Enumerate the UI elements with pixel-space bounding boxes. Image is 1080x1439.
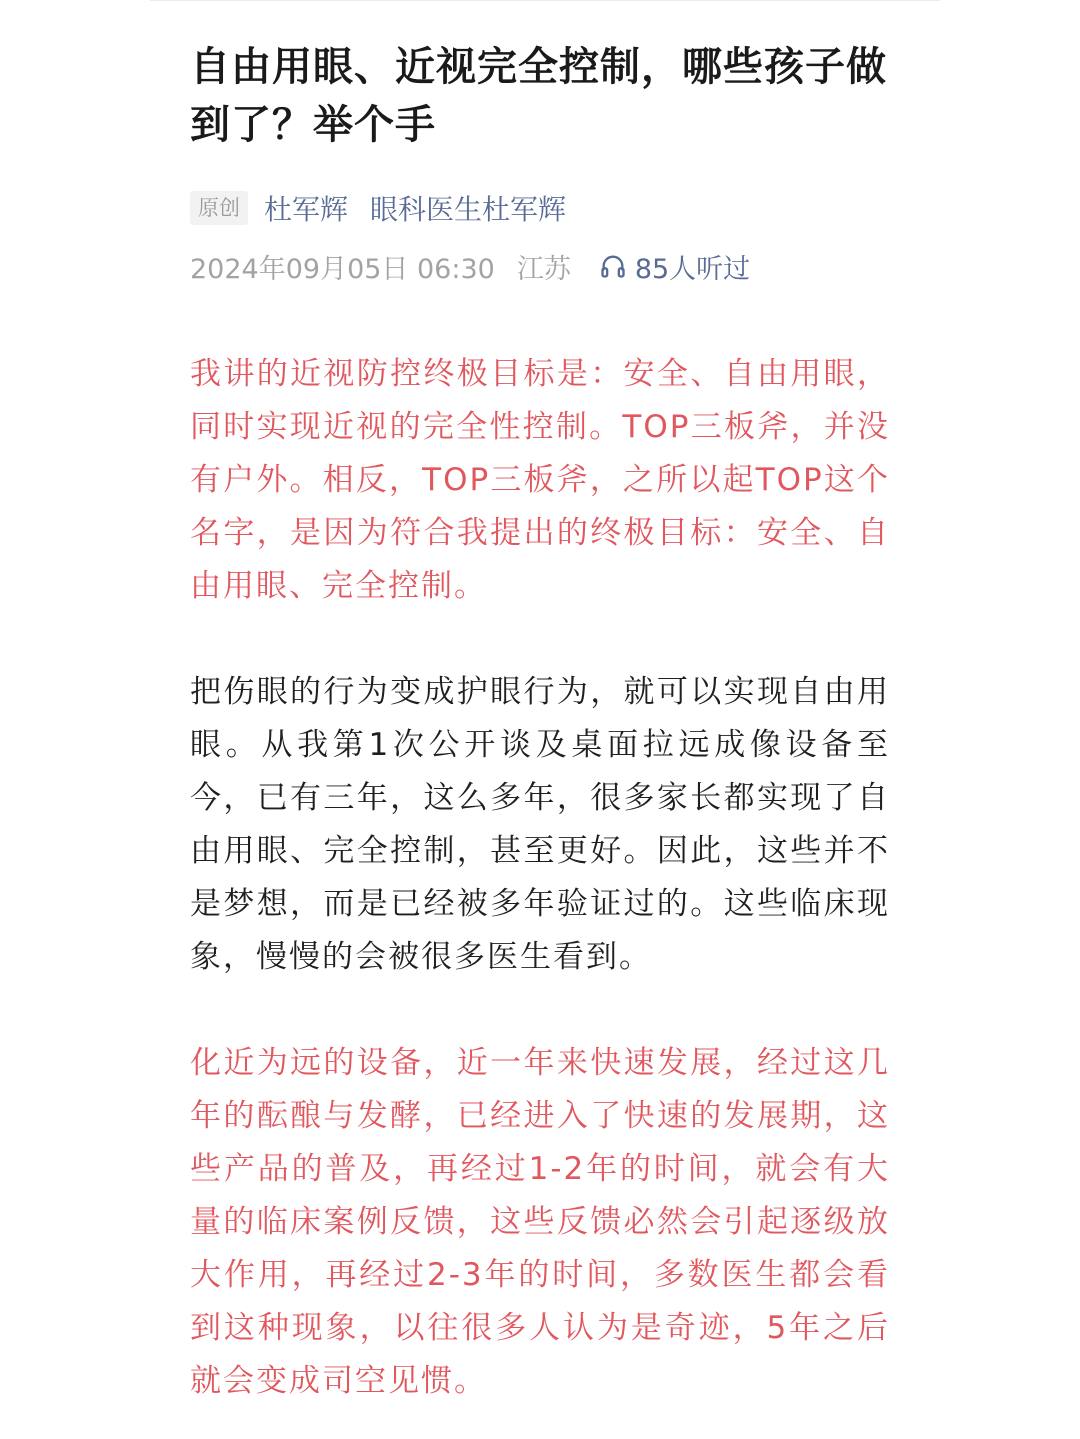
listen-button[interactable] [599, 247, 750, 286]
original-badge: 原创 [190, 191, 248, 225]
account-name-link[interactable]: 眼科医生杜军辉 [370, 193, 567, 226]
publish-datetime: 2024年09月05日 06:30 [190, 253, 495, 285]
author-name-link[interactable]: 杜军辉 [264, 193, 349, 226]
paragraph-2: 把伤眼的行为变成护眼行为，就可以实现自由用眼。从我第1次公开谈及桌面拉远成像设备至今，已有三年，这么多年，很多家长都实现了自由用眼、完全控制，甚至更好。因此，这些并不是梦想，而是已经被多年验证过的。这些临床现象，慢慢的会被很多医生看到。 [190, 674, 890, 975]
publish-location: 江苏 [516, 253, 571, 285]
article-title: 自由用眼、近视完全控制，哪些孩子做到了？举个手 [190, 44, 887, 148]
paragraph-1: 我讲的近视防控终极目标是：安全、自由用眼，同时实现近视的完全性控制。TOP三板斧，并没有户外。相反，TOP三板斧，之所以起TOP这个名字，是因为符合我提出的终极目标：安全、自由用眼、完全控制。 [190, 356, 890, 604]
author-row [190, 188, 890, 228]
listen-count: 85人听过 [634, 253, 751, 285]
paragraph-3: 化近为远的设备，近一年来快速发展，经过这几年的酝酿与发酵，已经进入了快速的发展期，这些产品的普及，再经过1-2年的时间，就会有大量的临床案例反馈，这些反馈必然会引起逐级放大作用，再经过2-3年的时间，多数医生都会看到这种现象，以往很多人认为是奇迹，5年之后就会变成司空见惯。 [190, 1045, 890, 1399]
publish-info-row [190, 246, 890, 286]
article [190, 38, 890, 1408]
headphones-icon [599, 252, 627, 280]
top-divider [150, 0, 940, 1]
